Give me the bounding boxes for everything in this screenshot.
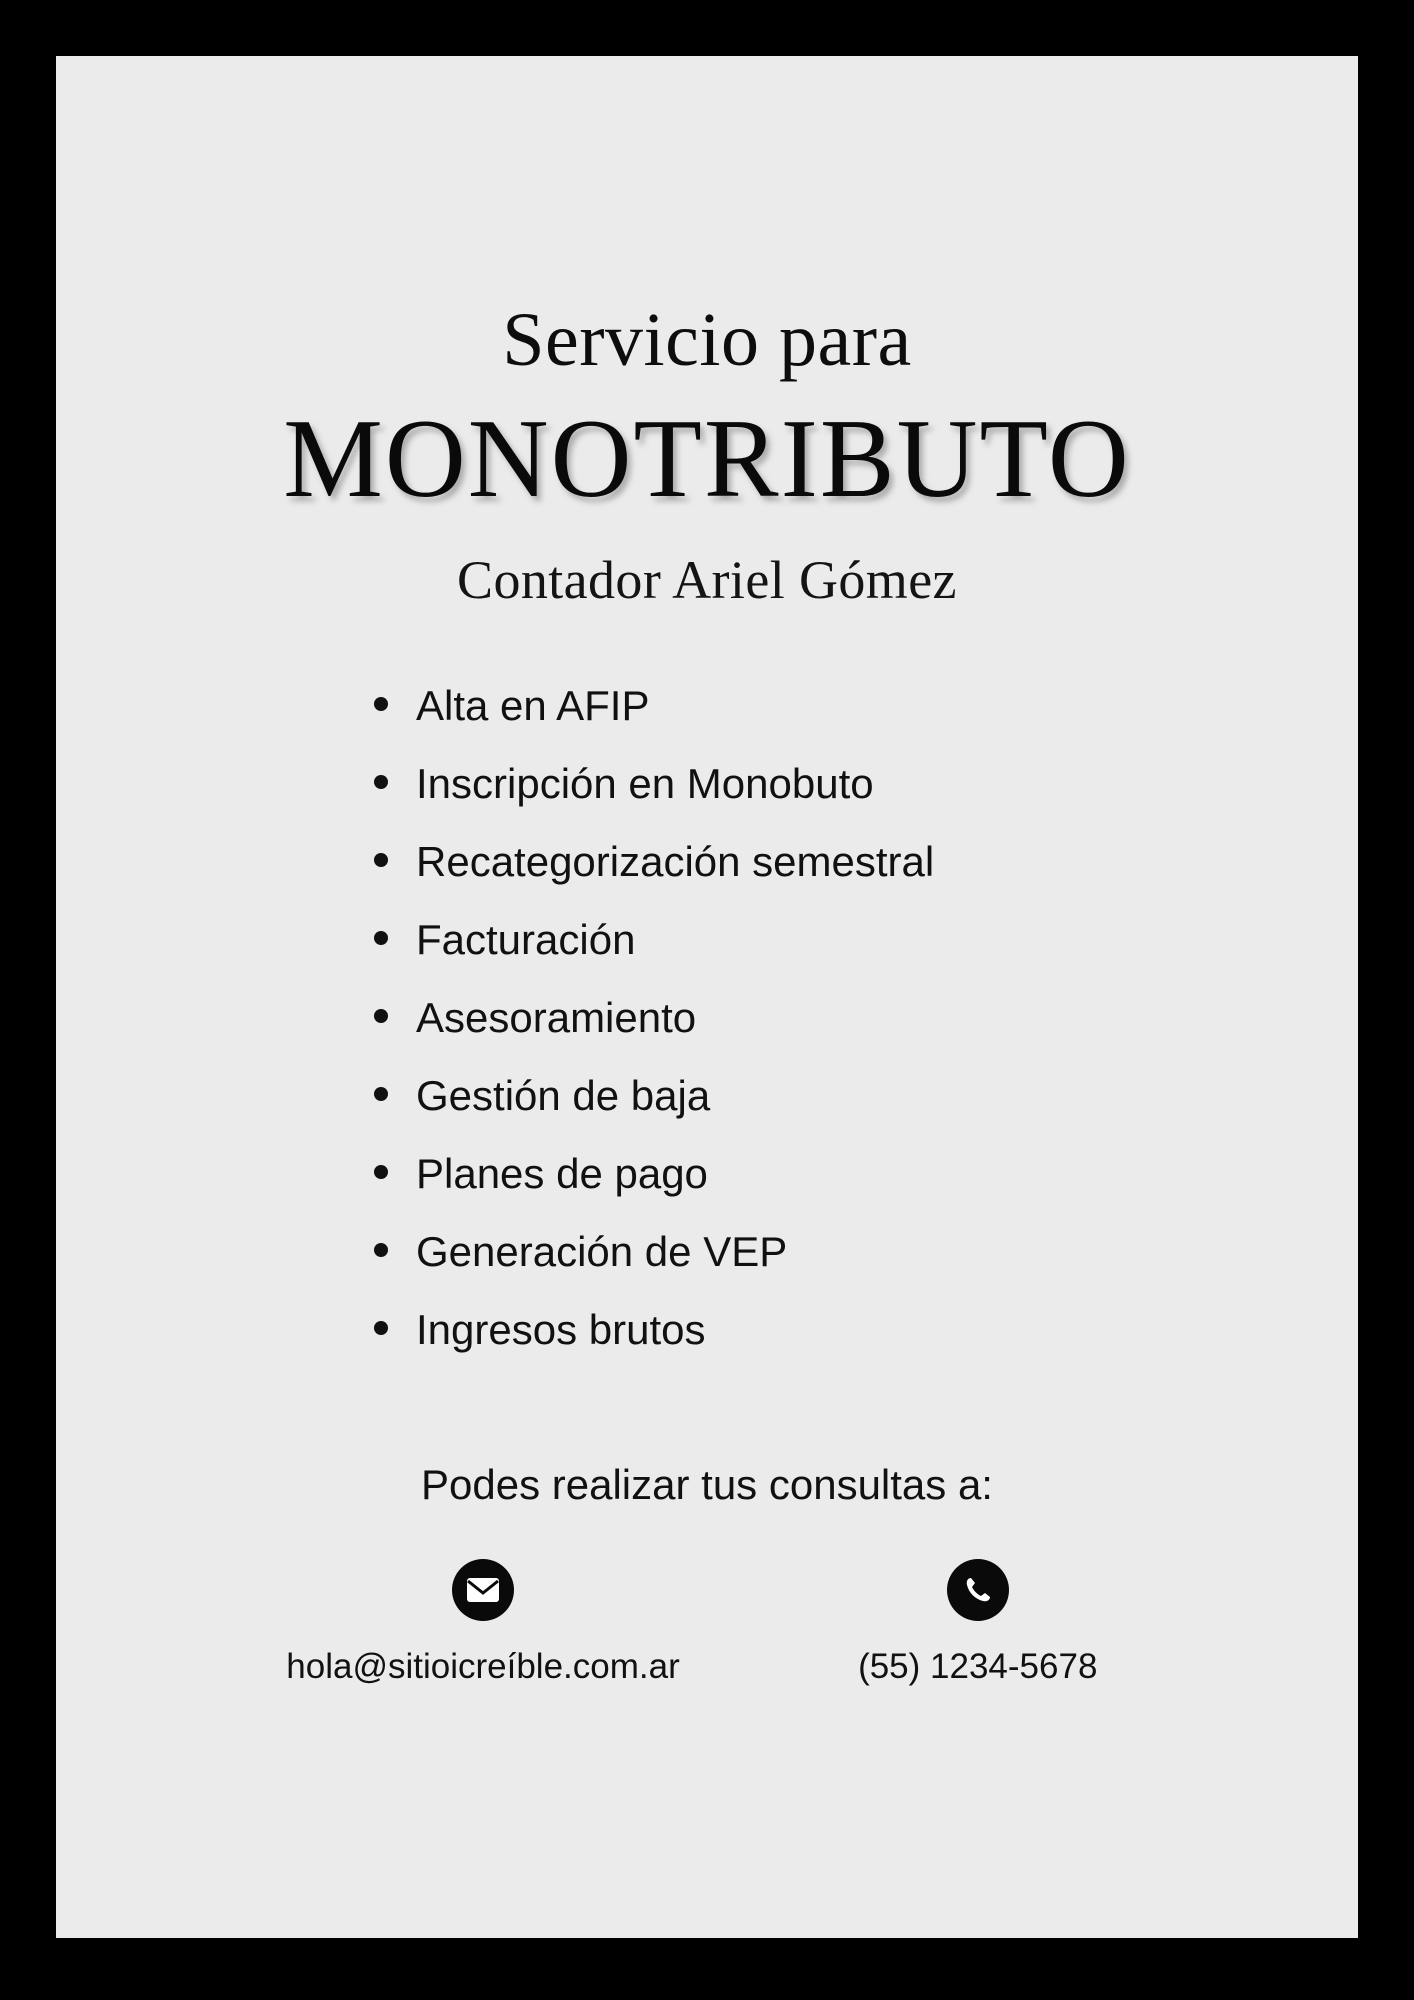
services-list <box>56 681 1358 1387</box>
list-item <box>374 1227 788 1275</box>
bullet-icon <box>374 1087 388 1101</box>
contact-title: Podes realizar tus consultas a: <box>421 1460 993 1508</box>
contact-row <box>56 1559 1358 1687</box>
list-item-label: Inscripción en Monobuto <box>416 759 874 807</box>
bullet-icon <box>374 853 388 867</box>
list-item <box>374 1149 708 1197</box>
headline-block <box>56 298 1358 610</box>
list-item <box>374 681 650 729</box>
envelope-icon <box>452 1559 514 1621</box>
list-item-label: Asesoramiento <box>416 993 697 1041</box>
contact-email-value: hola@sitioicreíble.com.ar <box>286 1646 680 1686</box>
list-item-label: Planes de pago <box>416 1149 708 1197</box>
list-item <box>374 1305 706 1353</box>
list-item-label: Alta en AFIP <box>416 681 650 729</box>
contact-phone[interactable] <box>828 1559 1128 1687</box>
list-item <box>374 837 935 885</box>
list-item-label: Gestión de baja <box>416 1071 711 1119</box>
phone-icon <box>947 1559 1009 1621</box>
list-item <box>374 993 697 1041</box>
subtitle: Contador Ariel Gómez <box>457 549 957 610</box>
bullet-icon <box>374 697 388 711</box>
headline-top: Servicio para <box>502 298 912 382</box>
contact-email[interactable] <box>286 1559 679 1687</box>
list-item-label: Recategorización semestral <box>416 837 935 885</box>
bullet-icon <box>374 1165 388 1179</box>
list-item <box>374 1071 711 1119</box>
list-item-label: Facturación <box>416 915 636 963</box>
list-item-label: Generación de VEP <box>416 1227 788 1275</box>
bullet-icon <box>374 931 388 945</box>
list-item-label: Ingresos brutos <box>416 1305 706 1353</box>
bullet-icon <box>374 1009 388 1023</box>
poster-card <box>56 56 1358 1938</box>
bullet-icon <box>374 1321 388 1335</box>
bullet-icon <box>374 775 388 789</box>
list-item <box>374 759 874 807</box>
list-item <box>374 915 636 963</box>
bullet-icon <box>374 1243 388 1257</box>
page-title: MONOTRIBUTO <box>283 397 1131 521</box>
contact-phone-value: (55) 1234-5678 <box>858 1646 1098 1686</box>
